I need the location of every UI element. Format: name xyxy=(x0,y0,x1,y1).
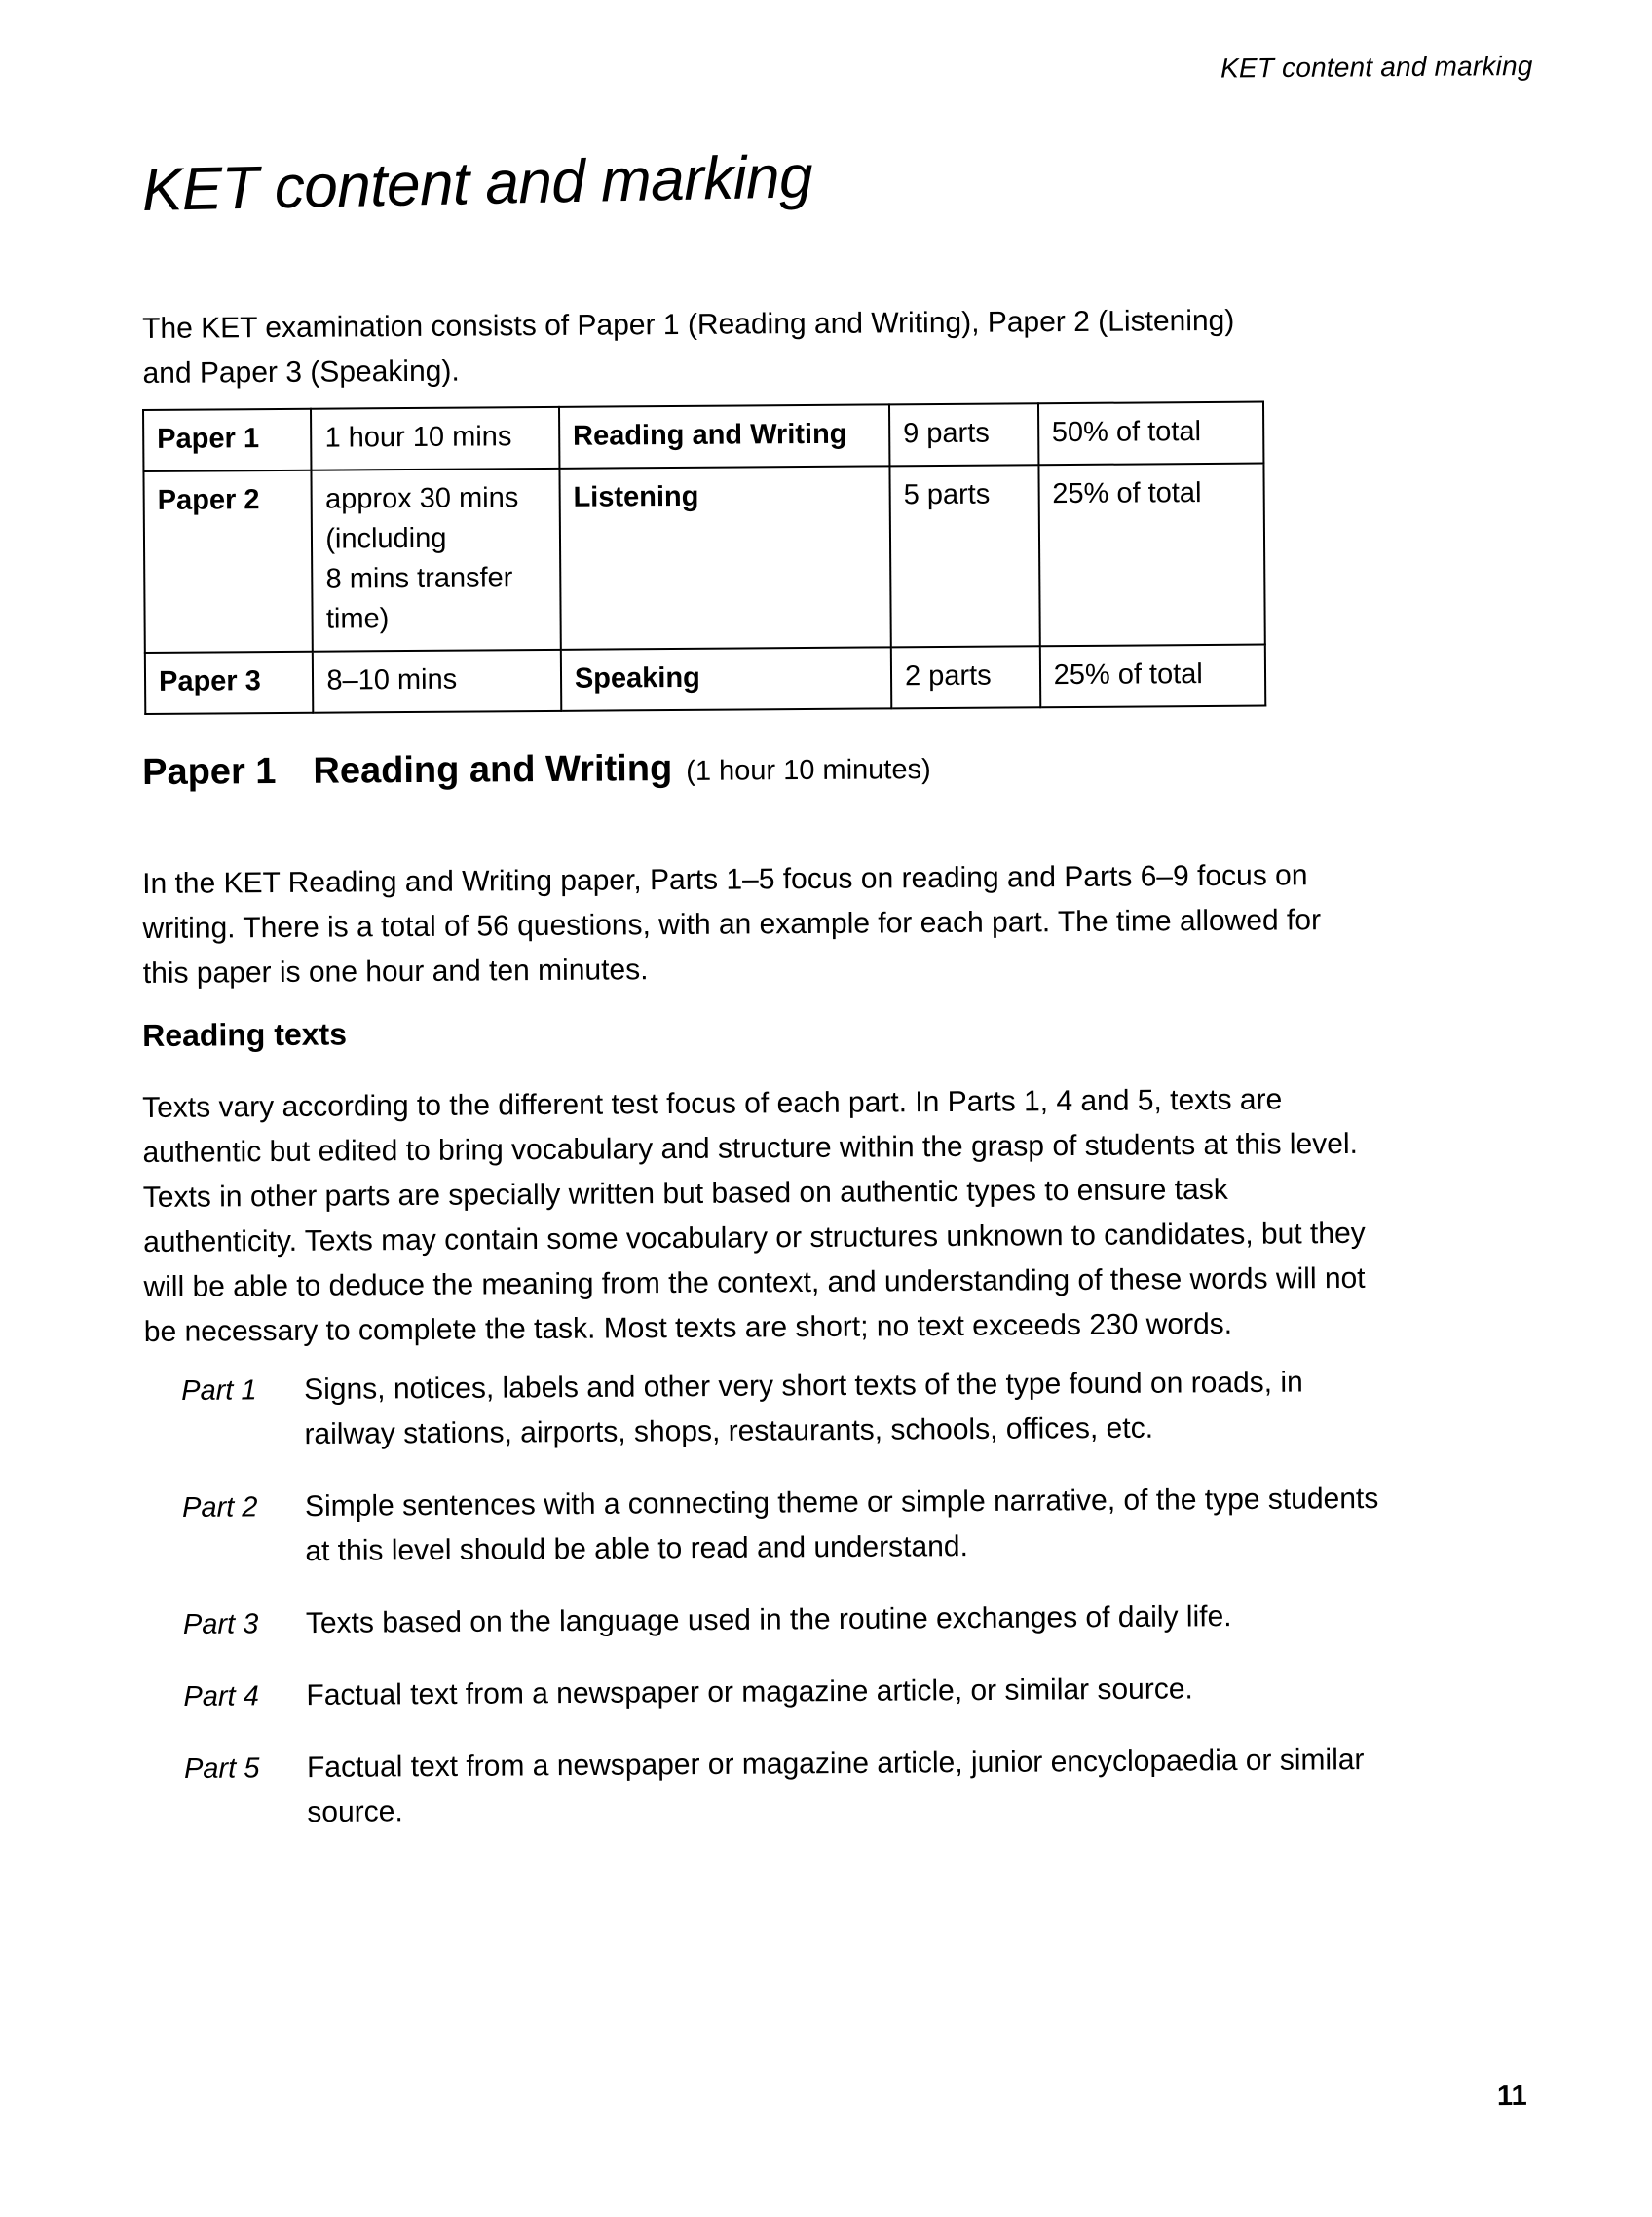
reading-texts-paragraph: Texts vary according to the different test focus of each part. In Parts 1, 4 and 5, texts are authentic but edited to bring vocabulary and structure within the grasp of students at this level. Texts in other parts are specially written but based on authentic types to ensure task authenticity. Texts may contain some vocabulary or structures unknown to candidates, but they will be able to deduce the meaning from the context, and understanding of these words will not be necessary to complete the task. Most texts are short; no text exceeds 230 words. xyxy=(142,1083,1366,1348)
part-label: Part 3 xyxy=(182,1608,259,1640)
part-description: Signs, notices, labels and other very short texts of the type found on roads, in railway stations, airports, shops, restaurants, schools, offices, etc. xyxy=(304,1366,1303,1451)
cell-duration xyxy=(313,650,561,713)
cell-weighting: 25% of total xyxy=(1038,464,1265,647)
reading-texts-heading: Reading texts xyxy=(142,1016,348,1053)
duration-lines xyxy=(326,659,547,701)
cell-parts: 5 parts xyxy=(889,465,1039,647)
duration-lines xyxy=(324,417,545,459)
part-description: Simple sentences with a connecting theme or simple narrative, of the type students at this level should be able to read and understand. xyxy=(304,1482,1379,1568)
table-row xyxy=(145,645,1265,714)
part-description: Factual text from a newspaper or magazine article, junior encyclopaedia or similar source. xyxy=(306,1744,1365,1829)
cell-weighting: 25% of total xyxy=(1039,645,1265,708)
cell-skill: Listening xyxy=(559,466,890,649)
cell-duration xyxy=(312,469,561,652)
duration-line: time) xyxy=(325,603,390,635)
exam-specification-table xyxy=(142,401,1266,715)
paper-name-label: Reading and Writing xyxy=(313,748,673,792)
list-item xyxy=(183,1666,1381,1719)
duration-line: 8–10 mins xyxy=(326,663,458,696)
cell-parts: 2 parts xyxy=(891,646,1040,708)
list-item xyxy=(184,1738,1383,1836)
running-header: KET content and marking xyxy=(1220,51,1534,84)
table-body xyxy=(143,402,1265,714)
list-item xyxy=(182,1477,1381,1575)
page-number: 11 xyxy=(1497,2080,1528,2113)
paper-one-intro-paragraph: In the KET Reading and Writing paper, Parts 1–5 focus on reading and Parts 6–9 focus on writing. There is a total of 56 questions, with an example for each part. The time allowed for this paper is one hour and ten minutes. xyxy=(142,859,1322,990)
intro-paragraph: The KET examination consists of Paper 1 (Reading and Writing), Paper 2 (Listening) and Paper 3 (Speaking). xyxy=(142,304,1235,390)
cell-skill: Reading and Writing xyxy=(559,404,890,468)
paper-one-heading xyxy=(142,746,931,794)
paper-number-label: Paper 1 xyxy=(142,750,277,793)
duration-line: (including xyxy=(325,522,447,555)
cell-paper-name: Paper 1 xyxy=(143,409,312,471)
table-row xyxy=(143,464,1264,653)
duration-line: 1 hour 10 mins xyxy=(324,421,512,454)
cell-skill: Speaking xyxy=(561,647,892,710)
cell-paper-name: Paper 2 xyxy=(143,470,313,653)
duration-line: approx 30 mins xyxy=(324,482,519,515)
reading-parts-list xyxy=(181,1360,1382,1836)
cell-parts: 9 parts xyxy=(889,403,1038,466)
part-label: Part 2 xyxy=(181,1491,258,1523)
part-description: Texts based on the language used in the routine exchanges of daily life. xyxy=(305,1600,1232,1640)
part-label: Part 4 xyxy=(183,1680,259,1712)
duration-lines xyxy=(325,478,547,640)
duration-line: 8 mins transfer xyxy=(325,562,513,595)
part-description: Factual text from a newspaper or magazine article, or similar source. xyxy=(306,1672,1193,1712)
part-label: Part 1 xyxy=(181,1374,257,1407)
list-item xyxy=(181,1360,1380,1458)
cell-duration xyxy=(311,407,559,470)
table-row xyxy=(143,402,1263,471)
part-label: Part 5 xyxy=(183,1752,260,1785)
list-item xyxy=(183,1594,1381,1647)
cell-weighting: 50% of total xyxy=(1038,402,1264,466)
cell-paper-name: Paper 3 xyxy=(145,652,314,714)
page-title: KET content and marking xyxy=(141,142,813,224)
paper-duration-label: (1 hour 10 minutes) xyxy=(686,754,931,787)
